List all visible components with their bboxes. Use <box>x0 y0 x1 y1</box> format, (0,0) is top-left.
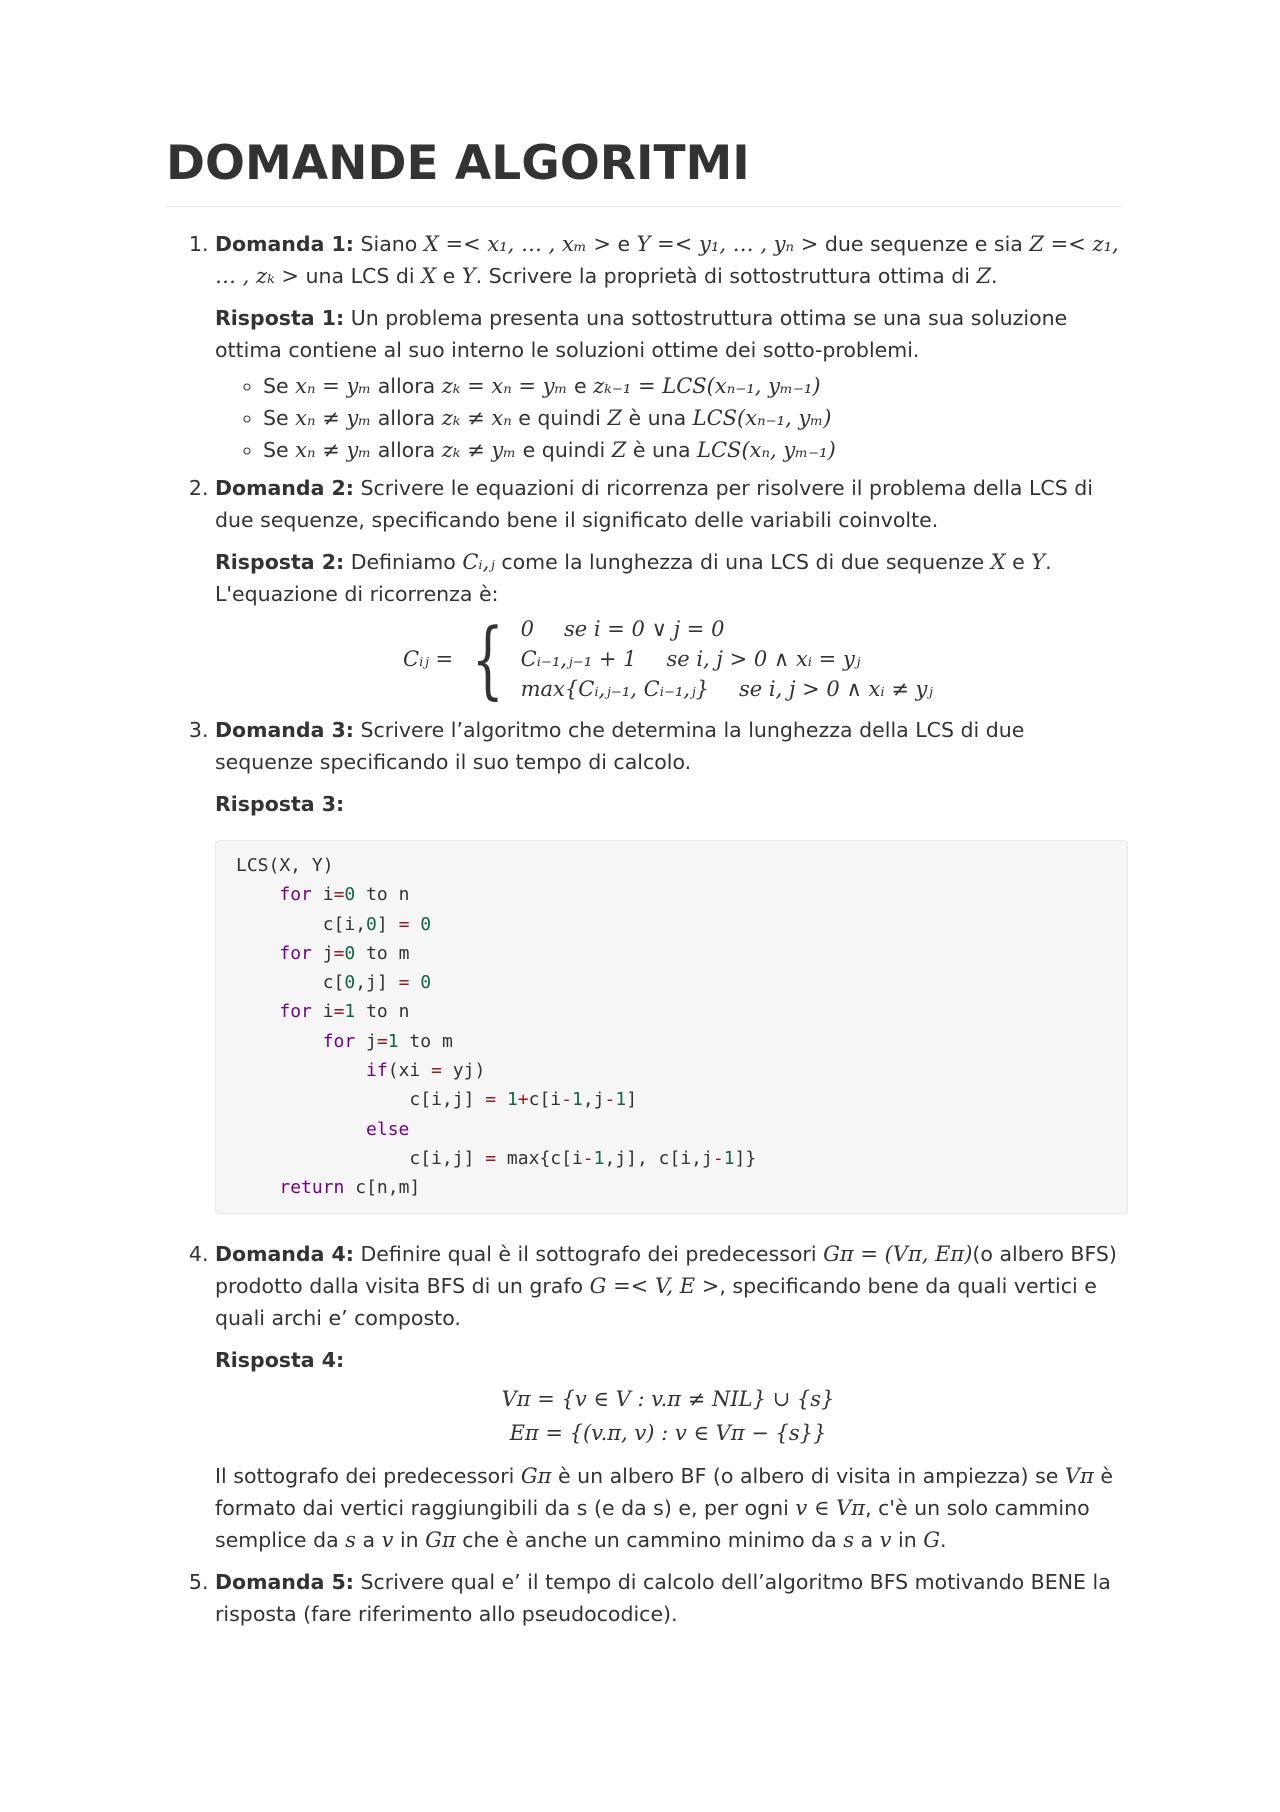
list-item: ◦ Se xₙ = yₘ allora zₖ = xₙ = yₘ e zₖ₋₁ = LCS(xₙ₋₁, yₘ₋₁) <box>263 370 1121 402</box>
answer-4-label: Risposta 4: <box>215 1347 345 1372</box>
code-line: c[i,j] = max{c[i-1,j], c[i,j-1]} <box>236 1147 757 1169</box>
answer-1-bullets <box>215 370 1121 466</box>
list-item: ◦ Se xₙ ≠ yₘ allora zₖ ≠ xₙ e quindi Z è una LCS(xₙ₋₁, yₘ) <box>263 402 1121 434</box>
answer-2-text: Risposta 2: Definiamo Cᵢ,ⱼ come la lunghezza di una LCS di due sequenze X e Y. L'equazione di ricorrenza è: <box>215 550 1052 606</box>
code-line: c[0,j] = 0 <box>236 972 432 994</box>
code-line: for j=0 to m <box>279 942 410 964</box>
code-line: LCS(X, Y) <box>236 855 334 876</box>
code-line: return c[n,m] <box>279 1177 421 1199</box>
code-line: for i=1 to n <box>279 1001 410 1023</box>
code-line: else <box>366 1118 410 1140</box>
answer-4-text: Il sottografo dei predecessori Gπ è un albero BF (o albero di visita in ampiezza) se Vπ è formato dai vertici raggiungibili da s (e da s) e, per ogni v ∈ Vπ, c'è un solo cammino semplice da s a v in Gπ che è anche un cammino minimo da s a v in G. <box>215 1463 1113 1552</box>
bfs-tree-equations: Vπ = {v ∈ V : v.π ≠ NIL} ∪ {s} Eπ = {(v.π, v) : v ∈ Vπ − {s}} <box>501 1386 835 1445</box>
code-line: if(xi = yj) <box>366 1060 486 1082</box>
question-3-text: 3. Domanda 3: Scrivere l’algoritmo che determina la lunghezza della LCS di due sequenze specificando il suo tempo di calcolo. <box>215 718 1025 774</box>
question-5 <box>215 1566 1121 1630</box>
page-title: DOMANDE ALGORITMI <box>166 136 750 191</box>
code-line: c[i,j] = 1+c[i-1,j-1] <box>236 1089 638 1111</box>
answer-1-text: Risposta 1: Un problema presenta una sottostruttura ottima se una sua soluzione ottima contiene al suo interno le soluzioni ottime dei sotto-problemi. <box>215 306 1068 362</box>
code-line: c[i,0] = 0 <box>236 913 432 935</box>
questions-list <box>166 228 1121 1630</box>
document-content <box>166 228 1121 1640</box>
lcs-pseudocode <box>236 851 1107 1203</box>
code-line: for j=1 to m <box>322 1030 453 1052</box>
code-block <box>215 840 1128 1214</box>
recurrence-equation: Cᵢⱼ = { 0 se i = 0 ∨ j = 0 Cᵢ₋₁,ⱼ₋₁ + 1 se i, j > 0 ∧ xᵢ = yⱼ max{Cᵢ,ⱼ₋₁, Cᵢ₋₁,ⱼ} se i, j > 0 ∧ xᵢ ≠ yⱼ <box>403 610 933 708</box>
question-4-text: 4. Domanda 4: Definire qual è il sottografo dei predecessori Gπ = (Vπ, Eπ)(o albero BFS) prodotto dalla visita BFS di un grafo G =< V, E >, specificando bene da quali vertici e quali archi e’ composto. <box>215 1241 1117 1330</box>
question-4 <box>215 1238 1121 1556</box>
question-5-text: 5. Domanda 5: Scrivere qual e’ il tempo di calcolo dell’algoritmo BFS motivando BENE la risposta (fare riferimento allo pseudocodice). <box>215 1569 1111 1626</box>
question-3 <box>215 714 1121 1214</box>
question-2-text: 2. Domanda 2: Scrivere le equazioni di ricorrenza per risolvere il problema della LCS di due sequenze, specificando bene il significato delle variabili coinvolte. <box>215 476 1093 532</box>
question-2 <box>215 472 1121 708</box>
list-item: ◦ Se xₙ ≠ yₘ allora zₖ ≠ yₘ e quindi Z è una LCS(xₙ, yₘ₋₁) <box>263 434 1121 466</box>
title-divider <box>166 206 1121 207</box>
code-line: for i=0 to n <box>279 884 410 906</box>
question-1 <box>215 228 1121 466</box>
answer-3-label: Risposta 3: <box>215 792 345 816</box>
question-1-text: 1. Domanda 1: Siano X =< x₁, … , xₘ > e Y =< y₁, … , yₙ > due sequenze e sia Z =< z₁, … , zₖ > una LCS di X e Y. Scrivere la proprietà di sottostruttura ottima di Z. <box>215 232 1119 288</box>
